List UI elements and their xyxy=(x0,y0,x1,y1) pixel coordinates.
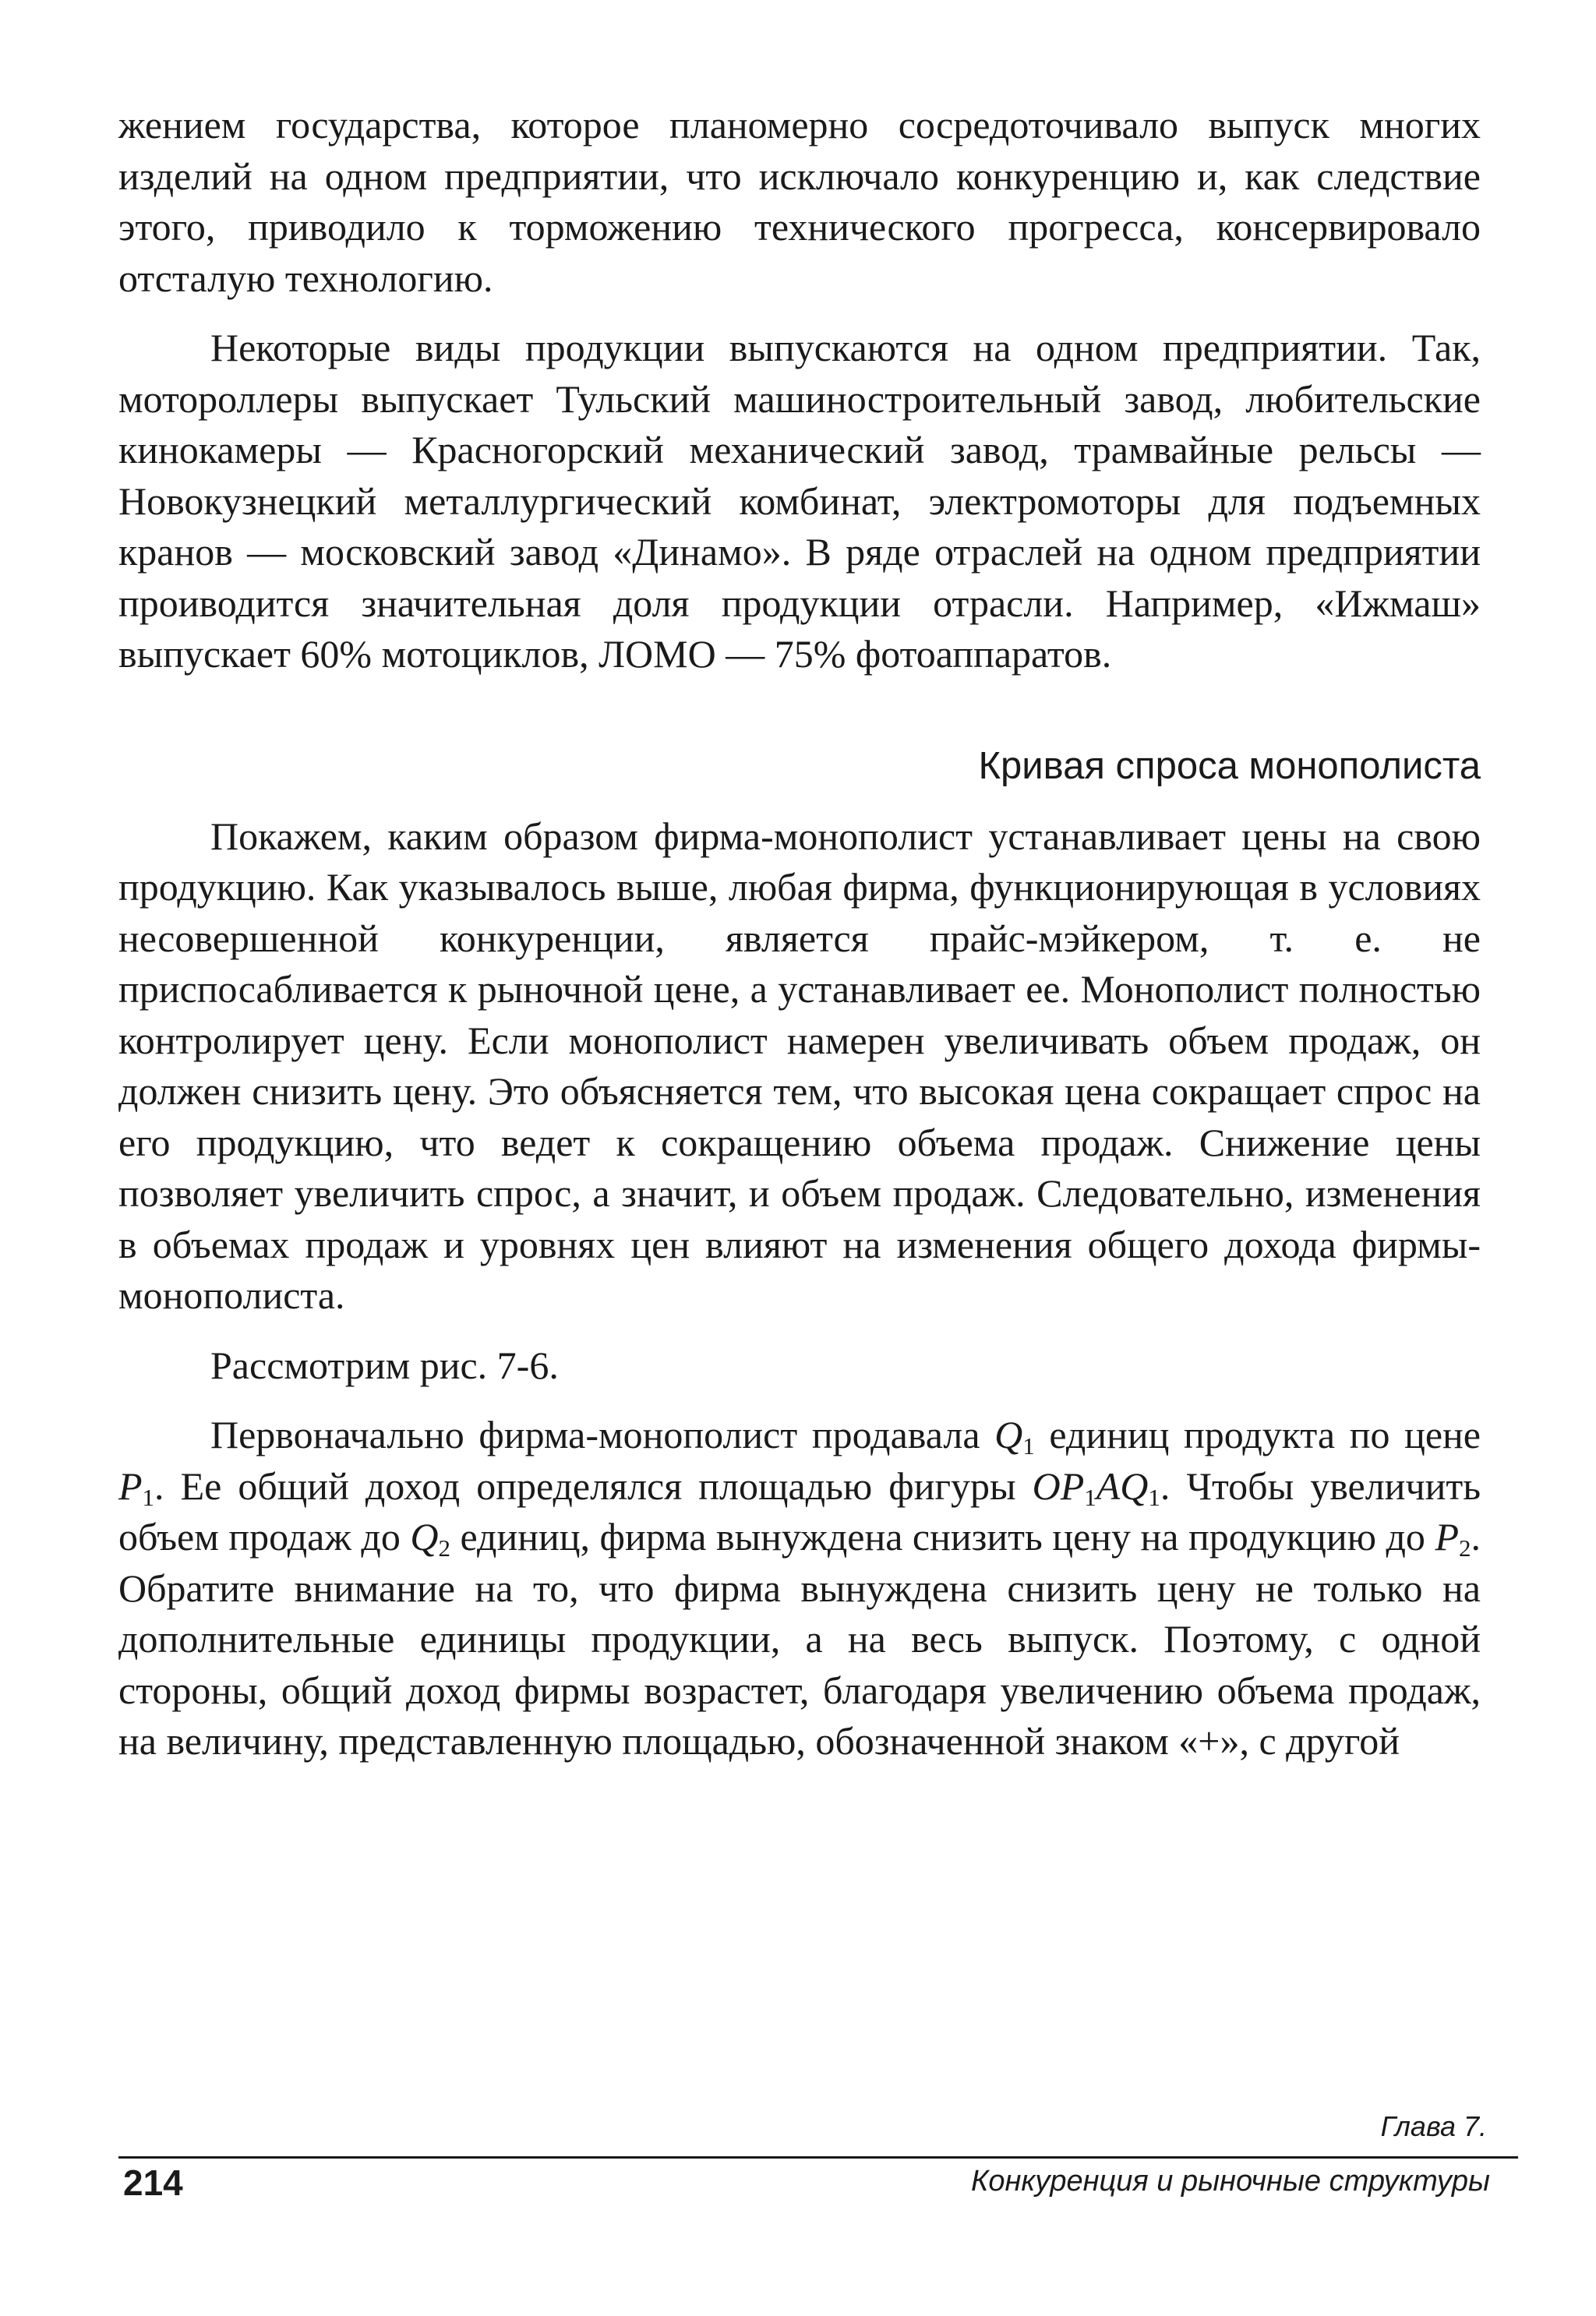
subscript: 1 xyxy=(1084,1483,1096,1511)
footer-rule xyxy=(118,2156,1518,2159)
figure-label-aq: AQ xyxy=(1096,1463,1149,1508)
var-q: Q xyxy=(410,1515,439,1559)
text-run: Первоначально фирма-монополист продавала xyxy=(210,1413,995,1456)
running-title: Конкуренция и рыночные структуры xyxy=(970,2165,1490,2198)
text-run: единиц, фирма вынуждена снизить цену на продукцию до xyxy=(450,1515,1435,1559)
page-number: 214 xyxy=(123,2162,183,2203)
text-run: . Ее общий доход определялся площадью фигуры xyxy=(154,1463,1033,1508)
section-heading: Кривая спроса монополиста xyxy=(978,744,1481,787)
subscript: 2 xyxy=(1458,1534,1471,1562)
var-p: P xyxy=(118,1463,143,1508)
paragraph-continuation: жением государства, которое планомерно сосредоточивало выпуск многих изделий на одном предприятии, что исключало конкуренцию и, как следствие этого, приводило к торможению технического прогресса, консервировало отсталую технологию. xyxy=(118,103,1481,300)
text-run: . Чтобы увеличить объем продаж до xyxy=(118,1463,1481,1559)
chapter-label: Глава 7. xyxy=(1380,2110,1487,2142)
paragraph-single-enterprise: Некоторые виды продукции выпускаются на одном предприятии. Так, мотороллеры выпускает Тульский машиностроительный завод, любительские кинокамеры — Красногорский механический завод, трамвайные рельсы — Новокузнецкий металлургический комбинат, электромоторы для подъемных кранов — московский завод «Динамо». В ряде отраслей на одном предприятии проиводится значительная доля продукции отрасли. Например, «Ижмаш» выпускает 60% мотоциклов, ЛОМО — 75% фотоаппаратов. xyxy=(118,326,1481,676)
paragraph-monopolist-pricing: Покажем, каким образом фирма-монополист устанавливает цены на свою продукцию. Как указывалось выше, любая фирма, функционирующая в условиях несовершенной конкуренции, является прайс-мэйкером, т. е. не приспосабливается к рыночной цене, а устанавливает ее. Монополист полностью контролирует цену. Если монополист намерен увеличивать объем продаж, он должен снизить цену. Это объясняется тем, что высокая цена сокращает спрос на его продукцию, что ведет к сокращению объема продаж. Снижение цены позволяет увеличить спрос, а значит, и объем продаж. Следовательно, изменения в объемах продаж и уровнях цен влияют на изменения общего дохода фирмы-монополиста. xyxy=(118,814,1481,1317)
var-q: Q xyxy=(994,1413,1023,1456)
subscript: 1 xyxy=(1148,1483,1160,1511)
paragraph-figure-reference: Рассмотрим рис. 7-6. xyxy=(210,1343,559,1387)
var-p: P xyxy=(1435,1515,1459,1559)
subscript: 2 xyxy=(438,1534,450,1562)
subscript: 1 xyxy=(1022,1432,1035,1460)
paragraph-total-revenue xyxy=(118,1410,1481,1767)
text-run: единиц продукта по цене xyxy=(1034,1413,1481,1456)
figure-label-op: OP xyxy=(1032,1463,1085,1508)
page-body xyxy=(118,100,1481,1767)
text-run: . Обратите внимание на то, что фирма вынуждена снизить цену не только на дополнительные единицы продукции, а на весь выпуск. Поэтому, с одной стороны, общий доход фирмы возрастет, благодаря увеличению объема продаж, на величину, представленную площадью, обозначенной знаком «+», с другой xyxy=(118,1515,1481,1763)
subscript: 1 xyxy=(142,1483,155,1511)
